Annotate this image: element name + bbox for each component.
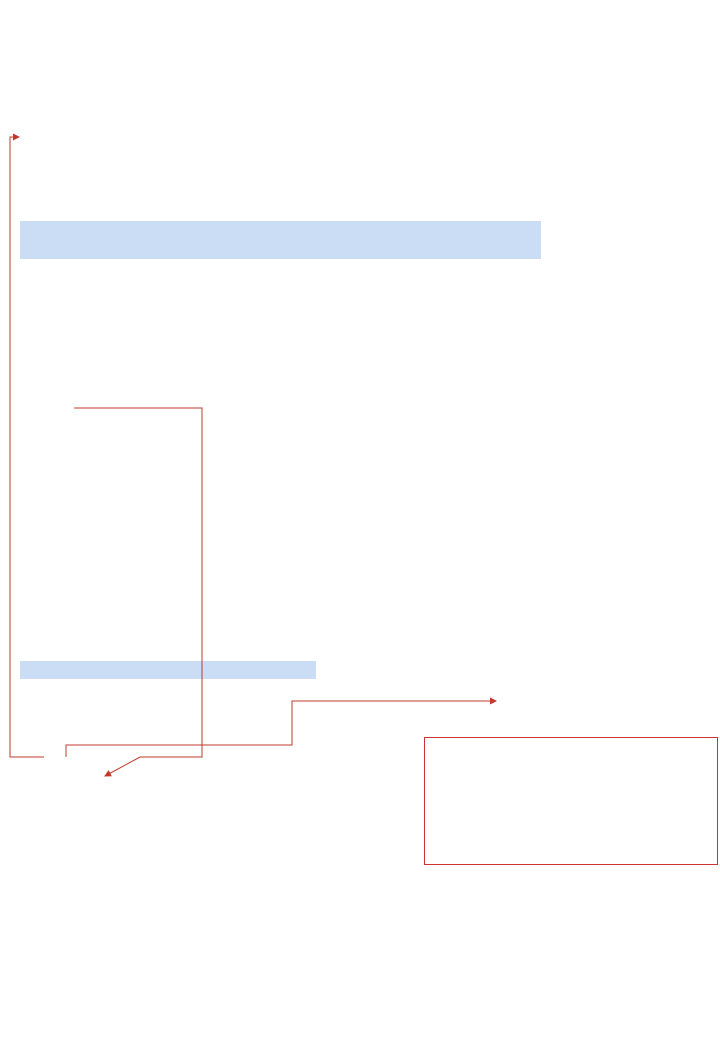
col-header [118,221,216,259]
col-header [443,221,541,259]
col-header [217,221,315,259]
col-header [315,221,443,259]
stats-table-top [20,221,541,259]
no-results-books [20,661,316,679]
arrow-book-to-verse [74,408,202,776]
chapter-page-thumbnail[interactable] [424,737,718,865]
verse-text-english [381,786,424,870]
col-header [20,221,118,259]
